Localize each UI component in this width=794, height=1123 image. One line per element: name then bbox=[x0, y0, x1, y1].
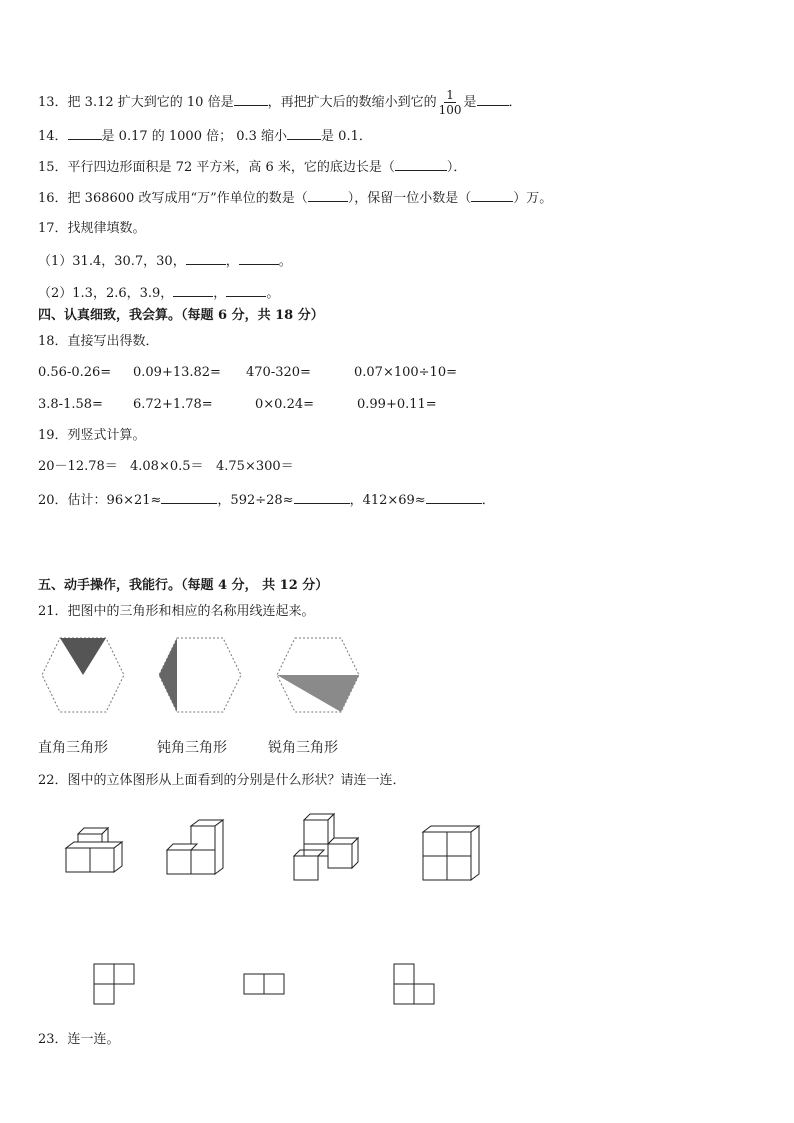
section-5-heading: 五、动手操作，我能行。（每题 4 分， 共 12 分） bbox=[38, 578, 329, 593]
q19-item: 20－12.78＝ bbox=[38, 459, 118, 474]
q15-text: 平行四边形面积是 72 平方米，高 6 米，它的底边长是（ bbox=[67, 160, 395, 175]
q17-row1-sep: ， bbox=[225, 254, 239, 269]
q21-hexagon-1[interactable] bbox=[40, 636, 126, 714]
q14-blank-2[interactable] bbox=[287, 126, 321, 140]
q17-row1-blank-2[interactable] bbox=[239, 251, 279, 265]
question-15 bbox=[38, 157, 466, 177]
q18-item: 0×0.24= bbox=[255, 397, 315, 412]
q16-text-1: 把 368600 改写成用“万”作单位的数是（ bbox=[67, 191, 308, 206]
q14-blank-1[interactable] bbox=[68, 126, 102, 140]
q20-number: 20． bbox=[38, 493, 68, 508]
q22-solid-1[interactable] bbox=[64, 832, 126, 878]
q17-row1-end: 。 bbox=[278, 254, 292, 269]
q21-number: 21． bbox=[38, 604, 68, 619]
q20-text-3: ，412×69≈ bbox=[349, 493, 426, 508]
q18-item: 3.8-1.58= bbox=[38, 397, 103, 412]
question-22 bbox=[38, 772, 406, 790]
q20-blank-1[interactable] bbox=[161, 490, 217, 504]
q18-item: 0.09+13.82= bbox=[133, 365, 221, 380]
q21-label-obtuse: 钝角三角形 bbox=[157, 740, 227, 756]
question-17 bbox=[38, 220, 146, 238]
q21-triangle-right bbox=[60, 638, 106, 675]
q13-blank-1[interactable] bbox=[234, 92, 268, 106]
q21-triangle-acute bbox=[277, 675, 359, 712]
q14-text-1: 是 0.17 的 1000 倍； 0.3 缩小 bbox=[101, 129, 288, 144]
q17-row-2 bbox=[38, 283, 279, 303]
q22-solid-2[interactable] bbox=[165, 818, 227, 880]
q15-number: 15． bbox=[38, 160, 68, 175]
q19-item: 4.75×300＝ bbox=[216, 459, 294, 474]
q23-title: 连一连。 bbox=[67, 1032, 120, 1047]
question-18 bbox=[38, 333, 159, 351]
question-21 bbox=[38, 603, 315, 621]
q17-row2-blank-1[interactable] bbox=[173, 283, 213, 297]
q17-row-1 bbox=[38, 251, 292, 271]
q22-top-view-1[interactable] bbox=[93, 963, 137, 1007]
q14-text-2: 是 0.1． bbox=[321, 129, 372, 144]
q13-text-4: ． bbox=[508, 95, 522, 110]
question-16 bbox=[38, 188, 552, 208]
q17-row2-blank-2[interactable] bbox=[226, 283, 266, 297]
q20-text-4: ． bbox=[481, 493, 495, 508]
q16-blank-2[interactable] bbox=[471, 188, 513, 202]
q22-number: 22． bbox=[38, 773, 68, 788]
q13-number: 13． bbox=[38, 95, 68, 110]
q19-number: 19． bbox=[38, 428, 68, 443]
q17-row2-text: （2）1.3，2.6，3.9， bbox=[38, 286, 174, 301]
q21-label-right: 直角三角形 bbox=[38, 740, 108, 756]
question-23 bbox=[38, 1031, 120, 1049]
q14-number: 14． bbox=[38, 129, 68, 144]
q13-text-2: ，再把扩大后的数缩小到它的 bbox=[267, 95, 437, 110]
q20-text-2: ，592÷28≈ bbox=[217, 493, 294, 508]
q17-row2-end: 。 bbox=[266, 286, 280, 301]
q22-top-view-2[interactable] bbox=[243, 973, 287, 997]
q13-blank-2[interactable] bbox=[477, 92, 509, 106]
q19-title: 列竖式计算。 bbox=[67, 428, 146, 443]
q22-top-view-3[interactable] bbox=[393, 963, 437, 1007]
q17-row1-blank-1[interactable] bbox=[186, 251, 226, 265]
q17-row2-sep: ， bbox=[213, 286, 227, 301]
q18-number: 18． bbox=[38, 334, 68, 349]
q13-text-3: 是 bbox=[463, 95, 477, 110]
question-19 bbox=[38, 427, 146, 445]
q21-hexagon-2[interactable] bbox=[157, 636, 243, 714]
q18-item: 0.99+0.11= bbox=[357, 397, 437, 412]
q21-title: 把图中的三角形和相应的名称用线连起来。 bbox=[67, 604, 315, 619]
q16-text-2: ），保留一位小数是（ bbox=[347, 191, 472, 206]
q17-title: 找规律填数。 bbox=[67, 221, 146, 236]
q18-item: 470-320= bbox=[246, 365, 311, 380]
q22-solid-3[interactable] bbox=[292, 812, 362, 882]
q19-item: 4.08×0.5＝ bbox=[130, 459, 204, 474]
q18-item: 6.72+1.78= bbox=[133, 397, 213, 412]
section-4-heading: 四、认真细致，我会算。（每题 6 分，共 18 分） bbox=[38, 308, 324, 323]
q15-end: ）． bbox=[446, 160, 467, 175]
q18-item: 0.07×100÷10= bbox=[354, 365, 457, 380]
q15-blank[interactable] bbox=[395, 157, 447, 171]
q13-fraction-denominator: 100 bbox=[438, 103, 462, 117]
question-20 bbox=[38, 490, 495, 510]
q22-solid-4[interactable] bbox=[421, 824, 483, 886]
q22-title: 图中的立体图形从上面看到的分别是什么形状？请连一连． bbox=[67, 773, 406, 788]
q21-hexagon-3[interactable] bbox=[275, 636, 361, 714]
q17-number: 17． bbox=[38, 221, 68, 236]
q20-blank-2[interactable] bbox=[294, 490, 350, 504]
question-14 bbox=[38, 126, 372, 146]
q18-title: 直接写出得数． bbox=[67, 334, 159, 349]
q13-fraction-numerator: 1 bbox=[446, 88, 454, 102]
q21-label-acute: 锐角三角形 bbox=[268, 740, 338, 756]
q17-row1-text: （1）31.4，30.7，30， bbox=[38, 254, 186, 269]
q13-text-1: 把 3.12 扩大到它的 10 倍是 bbox=[67, 95, 234, 110]
q16-text-3: ）万。 bbox=[513, 191, 553, 206]
q13-fraction bbox=[439, 88, 462, 117]
q18-item: 0.56-0.26= bbox=[38, 365, 112, 380]
q20-blank-3[interactable] bbox=[426, 490, 482, 504]
question-13 bbox=[38, 88, 522, 117]
q23-number: 23． bbox=[38, 1032, 68, 1047]
q16-blank-1[interactable] bbox=[308, 188, 348, 202]
q20-text-1: 估计：96×21≈ bbox=[67, 493, 162, 508]
q21-triangle-obtuse bbox=[159, 638, 177, 712]
q16-number: 16． bbox=[38, 191, 68, 206]
